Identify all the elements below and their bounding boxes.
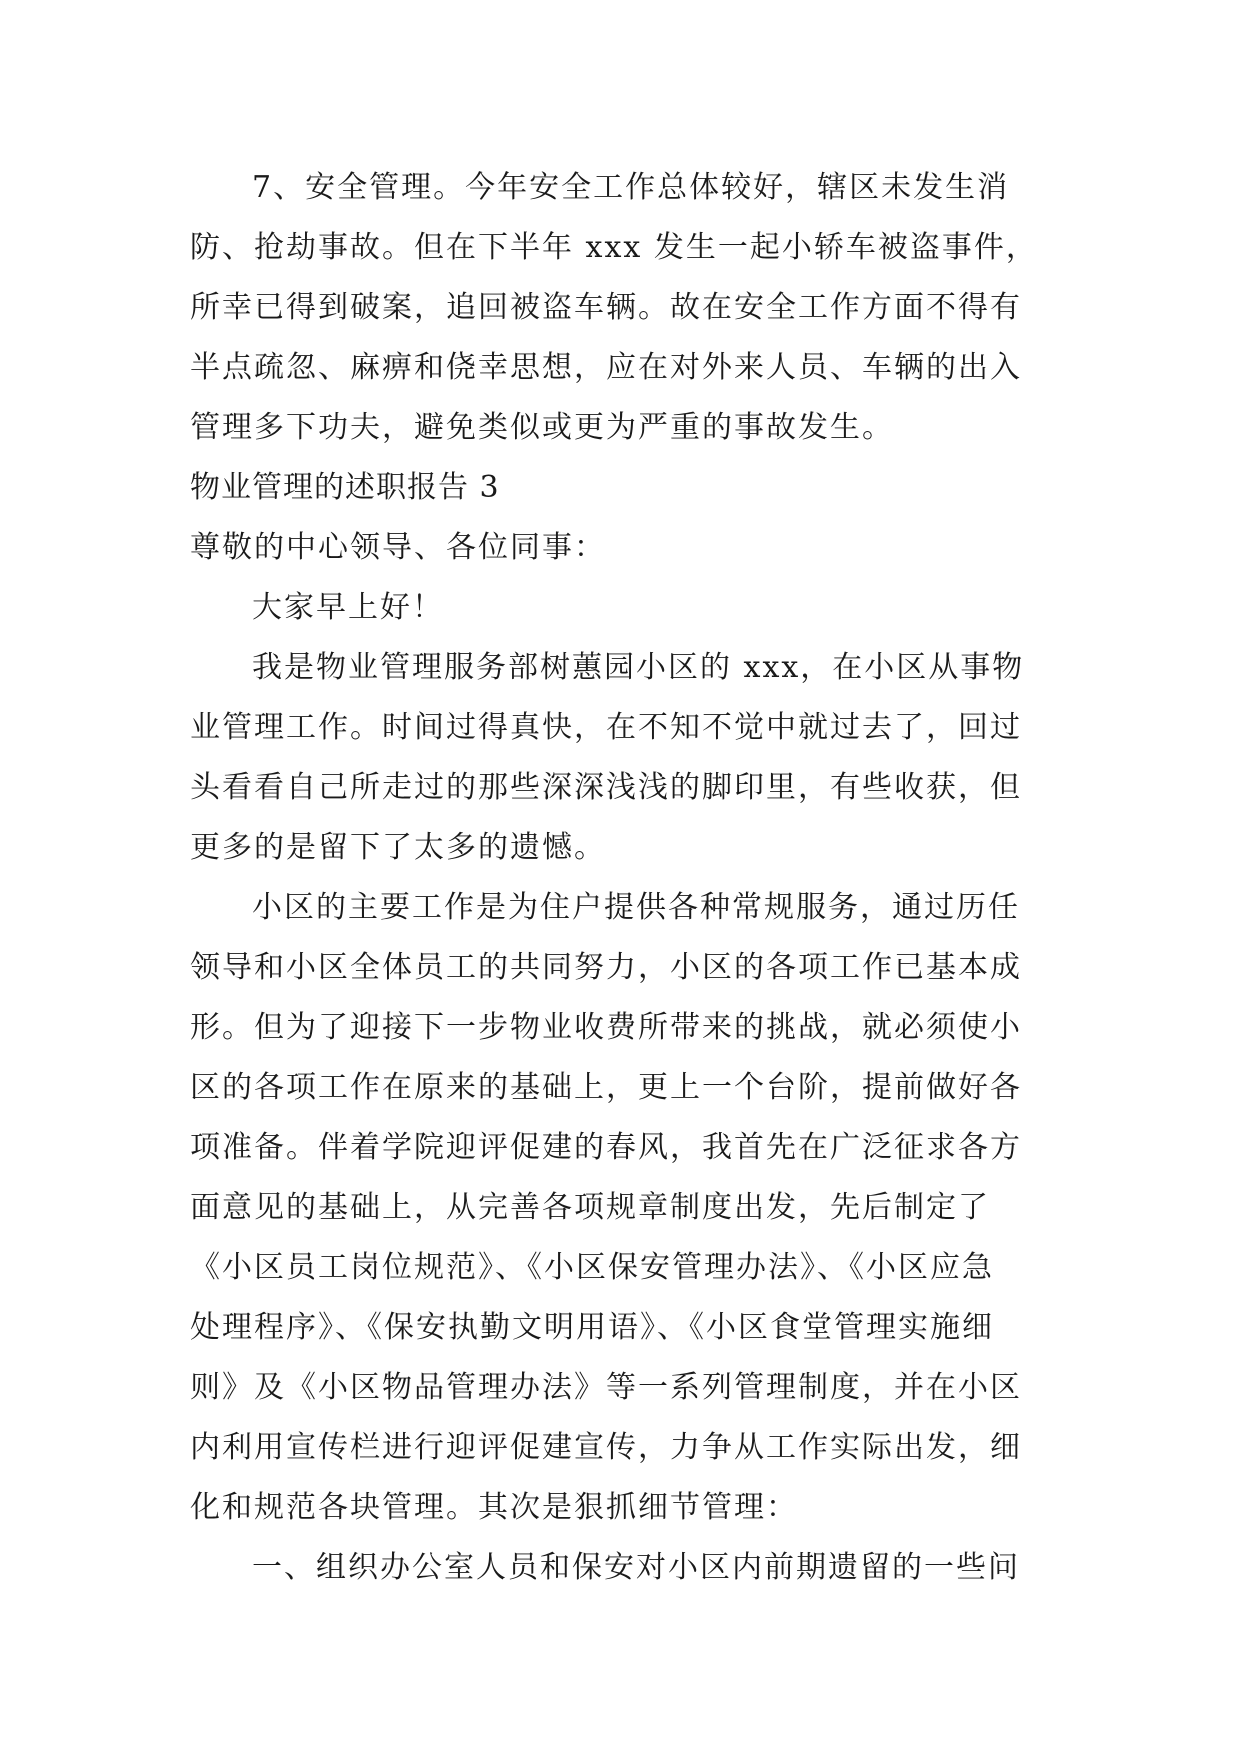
paragraph-line: 头看看自己所走过的那些深深浅浅的脚印里，有些收获，但	[190, 770, 1022, 805]
paragraph-line: 项准备。伴着学院迎评促建的春风，我首先在广泛征求各方	[190, 1130, 1022, 1165]
paragraph-line: 一、组织办公室人员和保安对小区内前期遗留的一些问	[252, 1550, 1020, 1585]
paragraph-line: 区的各项工作在原来的基础上，更上一个台阶，提前做好各	[190, 1070, 1022, 1105]
paragraph-line: 内利用宣传栏进行迎评促建宣传，力争从工作实际出发，细	[190, 1430, 1022, 1465]
paragraph-line: 则》及《小区物品管理办法》等一系列管理制度，并在小区	[190, 1370, 1022, 1405]
salutation: 尊敬的中心领导、各位同事：	[190, 530, 606, 565]
paragraph-line: 小区的主要工作是为住户提供各种常规服务，通过历任	[252, 890, 1020, 925]
paragraph-line: 所幸已得到破案，追回被盗车辆。故在安全工作方面不得有	[190, 290, 1022, 325]
document-body	[190, 158, 1060, 1598]
paragraph-line: 我是物业管理服务部树蕙园小区的 xxx，在小区从事物	[252, 650, 1025, 685]
paragraph-line: 形。但为了迎接下一步物业收费所带来的挑战，就必须使小	[190, 1010, 1022, 1045]
paragraph-line: 防、抢劫事故。但在下半年 xxx 发生一起小轿车被盗事件，	[190, 230, 1038, 265]
section-heading: 物业管理的述职报告 3	[190, 470, 500, 505]
paragraph-line: 7、安全管理。今年安全工作总体较好，辖区未发生消	[252, 170, 1010, 205]
paragraph-line: 更多的是留下了太多的遗憾。	[190, 830, 606, 865]
paragraph-line: 《小区员工岗位规范》、《小区保安管理办法》、《小区应急	[190, 1250, 994, 1285]
paragraph-line: 化和规范各块管理。其次是狠抓细节管理：	[190, 1490, 798, 1525]
paragraph-line: 面意见的基础上，从完善各项规章制度出发，先后制定了	[190, 1190, 990, 1225]
paragraph-line: 管理多下功夫，避免类似或更为严重的事故发生。	[190, 410, 894, 445]
greeting: 大家早上好！	[252, 590, 444, 625]
paragraph-line: 处理程序》、《保安执勤文明用语》、《小区食堂管理实施细	[190, 1310, 994, 1345]
paragraph-line: 半点疏忽、麻痹和侥幸思想，应在对外来人员、车辆的出入	[190, 350, 1022, 385]
paragraph-line: 业管理工作。时间过得真快，在不知不觉中就过去了，回过	[190, 710, 1022, 745]
paragraph-line: 领导和小区全体员工的共同努力，小区的各项工作已基本成	[190, 950, 1022, 985]
